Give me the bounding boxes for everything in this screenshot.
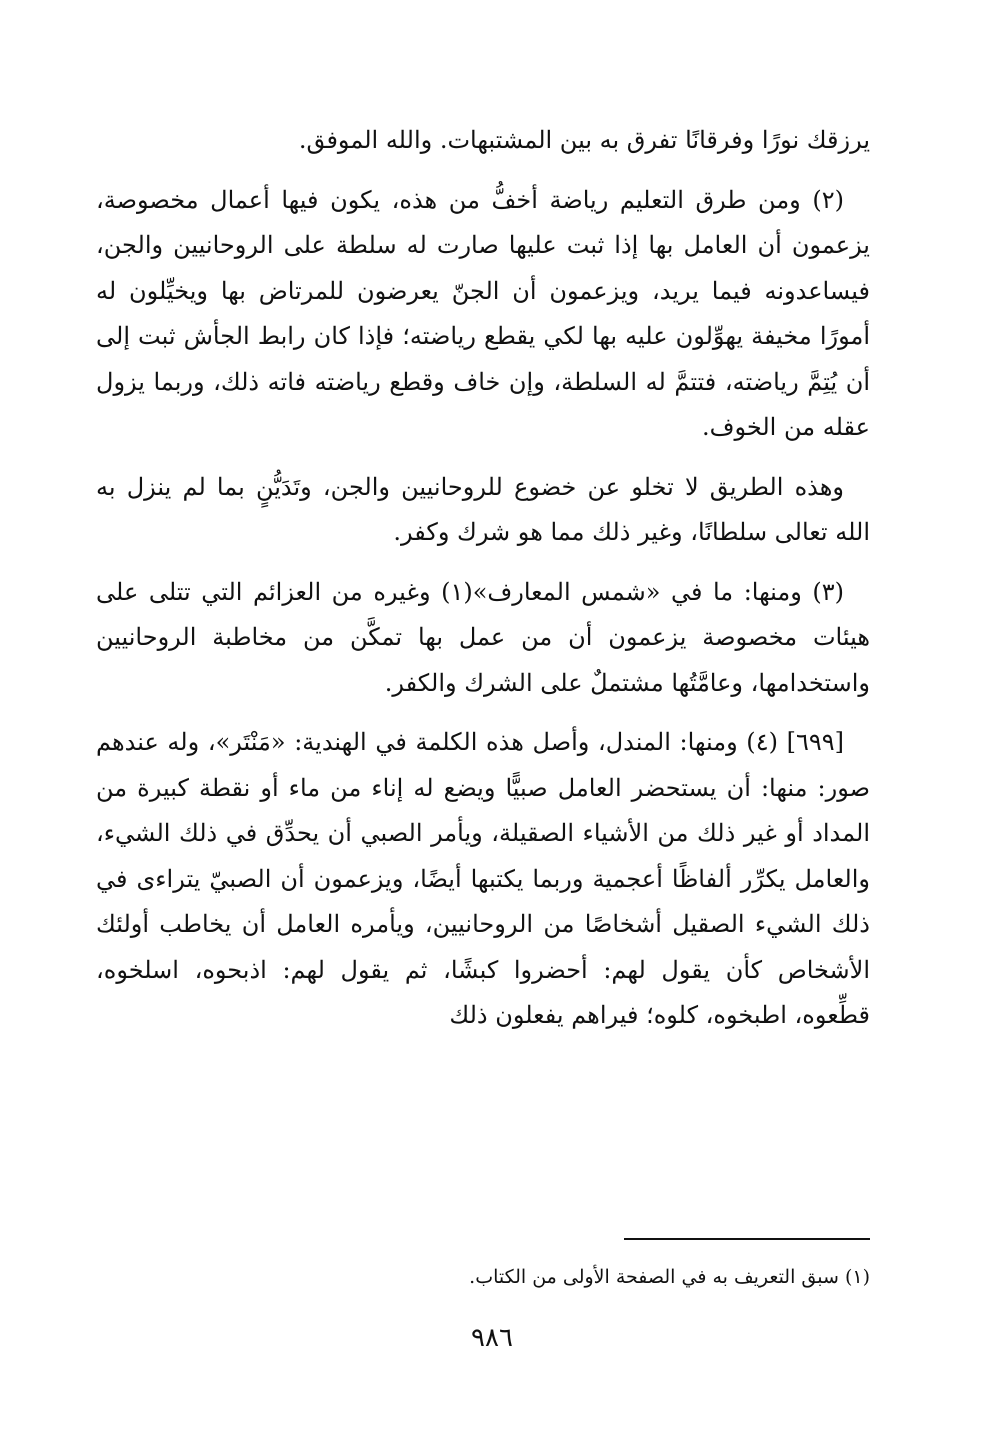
paragraph-continuation: يرزقك نورًا وفرقانًا تفرق به بين المشتبهات. والله الموفق.: [298, 126, 870, 154]
footnote-divider: [624, 1238, 870, 1240]
footnote: (١) سبق التعريف به في الصفحة الأولى من الكتاب.: [469, 1266, 870, 1288]
page-number: ٩٨٦: [471, 1323, 513, 1353]
paragraph-item-3: (٣) ومنها: ما في «شمس المعارف»(١) وغيره من العزائم التي تتلى على هيئات مخصوصة يزعمون أن من عمل بها تمكَّن من مخاطبة الروحانيين واستخدامها، وعامَّتُها مشتملٌ على الشرك والكفر.: [96, 577, 870, 697]
paragraph-note: وهذه الطريق لا تخلو عن خضوع للروحانيين والجن، وتَدَيُّنٍ بما لم ينزل به الله تعالى سلطانًا، وغير ذلك مما هو شرك وكفر.: [96, 472, 870, 546]
paragraph-item-2: (٢) ومن طرق التعليم رياضة أخفُّ من هذه، يكون فيها أعمال مخصوصة، يزعمون أن العامل بها إذا ثبت عليها صارت له سلطة على الروحانيين والجن، فيساعدونه فيما يريد، ويزعمون أن الجنّ يعرضون للمرتاض بها ويخيِّلون له أمورًا مخيفة يهوِّلون عليه بها لكي يقطع رياضته؛ فإذا كان رابط الجأش ثبت إلى أن يُتِمَّ رياضته، فتتمَّ له السلطة، وإن خاف وقطع رياضته فاته ذلك، وربما يزول عقله من الخوف.: [96, 185, 871, 441]
paragraph-item-4: [٦٩٩] (٤) ومنها: المندل، وأصل هذه الكلمة في الهندية: «مَنْتَر»، وله عندهم صور: منها: أن يستحضر العامل صبيًّا ويضع له إناء من ماء أو نقطة كبيرة من المداد أو غير ذلك من الأشياء الصقيلة، ويأمر الصبي أن يحدِّق في ذلك الشيء، والعامل يكرِّر ألفاظًا أعجمية وربما يكتبها أيضًا، ويزعمون أن الصبيّ يتراءى في ذلك الشيء الصقيل أشخاصًا من الروحانيين، ويأمره العامل أن يخاطب أولئك الأشخاص كأن يقول لهم: أحضروا كبشًا، ثم يقول لهم: اذبحوه، اسلخوه، قطِّعوه، اطبخوه، كلوه؛ فيراهم يفعلون ذلك: [96, 728, 870, 1029]
main-text: [96, 118, 870, 1039]
